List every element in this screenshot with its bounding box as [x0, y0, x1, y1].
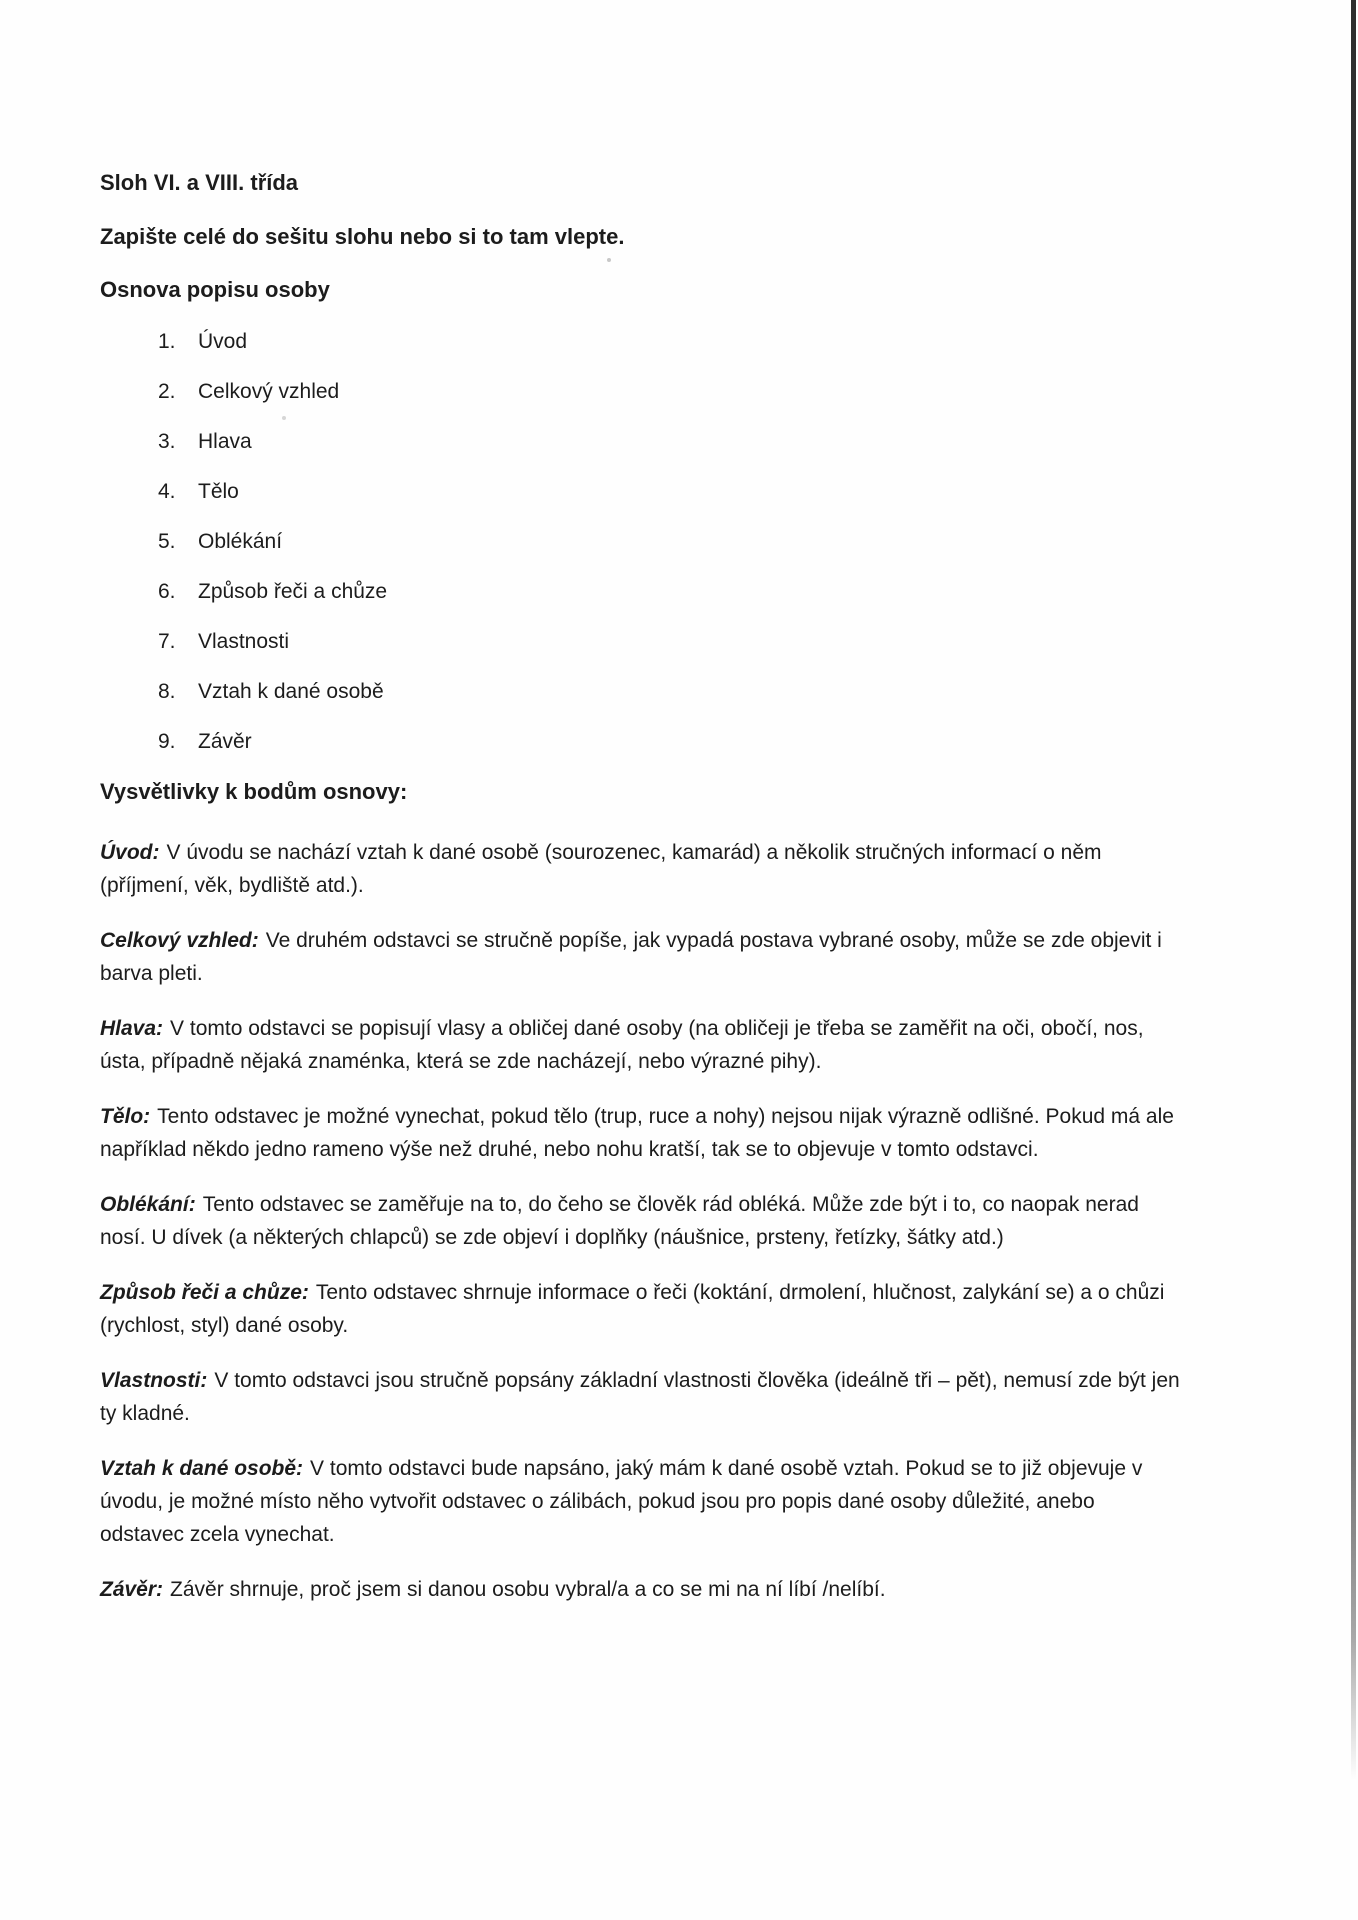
outline-item-label: Vlastnosti [198, 630, 290, 653]
outline-item-label: Úvod [198, 330, 248, 353]
outline-item-label: Závěr [198, 730, 252, 753]
outline-item-label: Způsob řeči a chůze [198, 580, 388, 603]
outline-item [158, 631, 1230, 653]
scan-speck [607, 258, 611, 262]
outline-item-label: Celkový vzhled [198, 380, 340, 403]
note-paragraph [100, 1276, 1180, 1342]
note-label: Hlava: [100, 1017, 164, 1040]
doc-instruction: Zapište celé do sešitu slohu nebo si to tam vlepte. [100, 224, 625, 249]
note-label: Způsob řeči a chůze: [100, 1281, 309, 1304]
outline-item-number: 6. [158, 580, 176, 603]
note-paragraph [100, 924, 1180, 990]
outline-item-number: 3. [158, 430, 176, 453]
outline-item-number: 1. [158, 330, 176, 353]
notes-heading: Vysvětlivky k bodům osnovy: [100, 779, 408, 804]
outline-item-number: 5. [158, 530, 176, 553]
note-paragraph [100, 836, 1180, 902]
outline-item [158, 531, 1230, 553]
note-paragraph [100, 1364, 1180, 1430]
document-content [100, 172, 1230, 1628]
note-text: Závěr shrnuje, proč jsem si danou osobu vybral/a a co se mi na ní líbí /nelíbí. [170, 1578, 886, 1601]
note-text: Tento odstavec shrnuje informace o řeči (koktání, drmolení, hlučnost, zalykání se) a o chůzi (rychlost, styl) dané osoby. [100, 1281, 1165, 1337]
note-text: V úvodu se nachází vztah k dané osobě (sourozenec, kamarád) a několik stručných informací o něm (příjmení, věk, bydliště atd.). [100, 841, 1102, 897]
outline-item-number: 7. [158, 630, 176, 653]
note-text: V tomto odstavci bude napsáno, jaký mám k dané osobě vztah. Pokud se to již objevuje v úvodu, je možné místo něho vytvořit odstavec o zálibách, pokud jsou pro popis dané osoby důležité, anebo odstavec zcela vynechat. [100, 1457, 1143, 1546]
note-label: Oblékání: [100, 1193, 196, 1216]
outline-item [158, 681, 1230, 703]
outline-item [158, 331, 1230, 353]
outline-item-label: Hlava [198, 430, 252, 453]
outline-item [158, 731, 1230, 753]
outline-item [158, 431, 1230, 453]
note-label: Tělo: [100, 1105, 151, 1128]
notes-section [100, 836, 1230, 1606]
note-label: Celkový vzhled: [100, 929, 259, 952]
outline-item-number: 8. [158, 680, 176, 703]
outline-item [158, 581, 1230, 603]
note-label: Úvod: [100, 841, 160, 864]
note-text: V tomto odstavci jsou stručně popsány základní vlastnosti člověka (ideálně tři – pět), nemusí zde být jen ty kladné. [100, 1369, 1180, 1425]
note-text: Tento odstavec se zaměřuje na to, do čeho se člověk rád obléká. Může zde být i to, co naopak nerad nosí. U dívek (a některých chlapců) se zde objeví i doplňky (náušnice, prsteny, řetízky, šátky atd.) [100, 1193, 1139, 1249]
note-paragraph [100, 1188, 1180, 1254]
outline-item-number: 4. [158, 480, 176, 503]
note-label: Vlastnosti: [100, 1369, 208, 1392]
outline-item-label: Oblékání [198, 530, 283, 553]
outline-list [100, 331, 1230, 753]
outline-item [158, 481, 1230, 503]
outline-item-number: 9. [158, 730, 176, 753]
note-text: V tomto odstavci se popisují vlasy a obličej dané osoby (na obličeji je třeba se zaměřit na oči, obočí, nos, ústa, případně nějaká znaménka, která se zde nacházejí, nebo výrazné pihy). [100, 1017, 1144, 1073]
outline-item-label: Tělo [198, 480, 239, 503]
note-label: Závěr: [100, 1578, 164, 1601]
scan-speck [1093, 940, 1097, 944]
outline-item-label: Vztah k dané osobě [198, 680, 384, 703]
outline-heading: Osnova popisu osoby [100, 277, 330, 302]
note-text: Tento odstavec je možné vynechat, pokud tělo (trup, ruce a nohy) nejsou nijak výrazně odlišné. Pokud má ale například někdo jedno rameno výše než druhé, nebo nohu kratší, tak se to objevuje v tomto odstavci. [100, 1105, 1174, 1161]
outline-item [158, 381, 1230, 403]
note-text: Ve druhém odstavci se stručně popíše, jak vypadá postava vybrané osoby, může se zde objevit i barva pleti. [100, 929, 1162, 985]
note-paragraph [100, 1100, 1180, 1166]
note-paragraph [100, 1012, 1180, 1078]
note-label: Vztah k dané osobě: [100, 1457, 304, 1480]
doc-title: Sloh VI. a VIII. třída [100, 170, 299, 195]
outline-item-number: 2. [158, 380, 176, 403]
note-paragraph [100, 1573, 1180, 1606]
scan-speck [282, 416, 286, 420]
note-paragraph [100, 1452, 1180, 1551]
scan-edge-artifact [1351, 0, 1356, 1780]
